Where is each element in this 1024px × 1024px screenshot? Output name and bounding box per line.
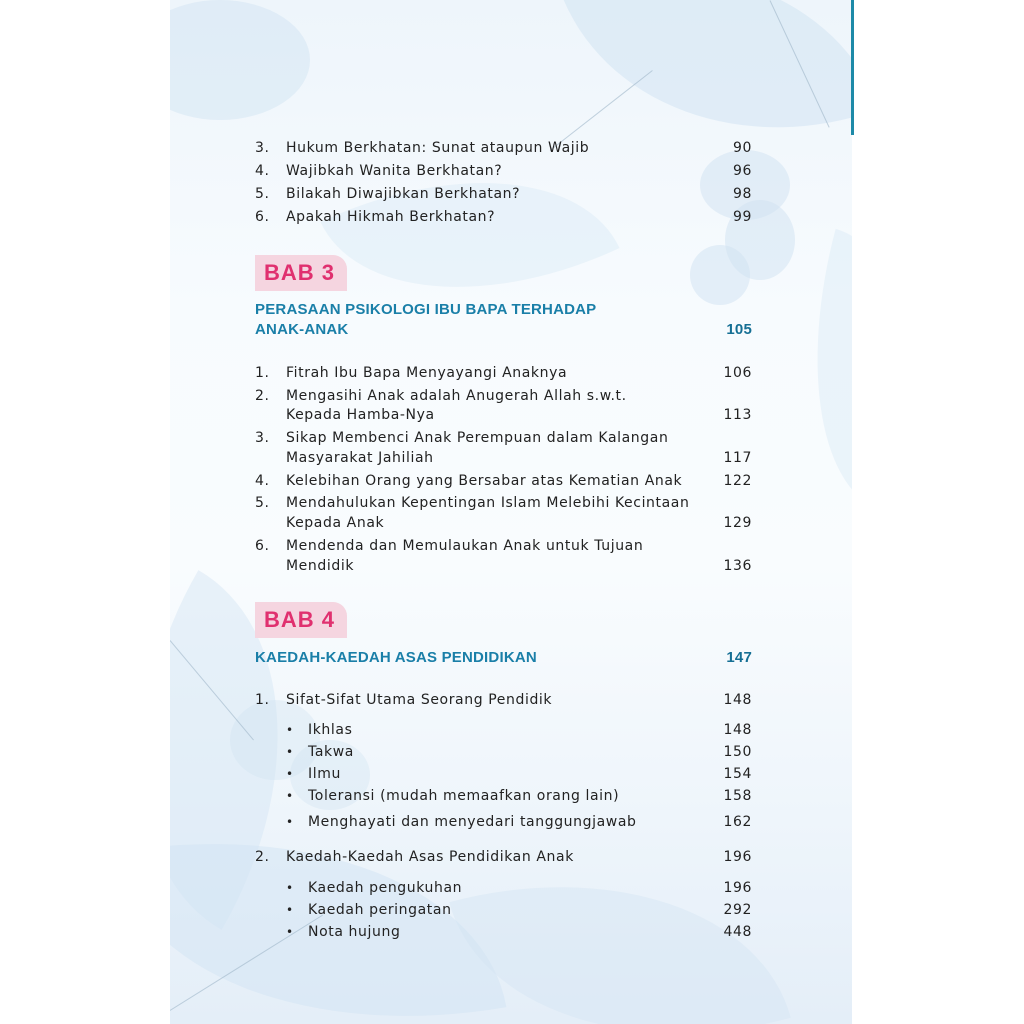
entry-title-cont: Kepada Hamba-Nya (286, 407, 435, 423)
toc-entry[interactable] (255, 493, 752, 533)
entry-page: 148 (723, 692, 752, 708)
entry-title: Fitrah Ibu Bapa Menyayangi Anaknya (286, 365, 568, 381)
entry-number: 1. (255, 365, 270, 381)
entry-title: Mendenda dan Memulaukan Anak untuk Tujuan (286, 538, 644, 554)
subentry-page: 292 (723, 902, 752, 918)
entry-number: 6. (255, 538, 270, 554)
entry-title: Mengasihi Anak adalah Anugerah Allah s.w.t. (286, 388, 627, 404)
toc-entry[interactable] (255, 536, 752, 576)
chapter-badge: BAB 3 (255, 255, 347, 291)
toc-entry[interactable] (255, 386, 752, 426)
entry-title: Mendahulukan Kepentingan Islam Melebihi Kecintaan (286, 495, 690, 511)
subentry-title: Takwa (308, 744, 354, 760)
table-of-contents (170, 0, 852, 1024)
bullet-icon: • (286, 789, 294, 803)
entry-number: 4. (255, 163, 270, 179)
entry-title: Apakah Hikmah Berkhatan? (286, 209, 496, 225)
subentry-title: Menghayati dan menyedari tanggungjawab (308, 814, 637, 830)
bullet-icon: • (286, 903, 294, 917)
entry-title: Hukum Berkhatan: Sunat ataupun Wajib (286, 140, 590, 156)
entry-number: 3. (255, 430, 270, 446)
subentry-title: Ilmu (308, 766, 341, 782)
toc-entry[interactable] (255, 428, 752, 468)
bullet-icon: • (286, 925, 294, 939)
entry-title: Bilakah Diwajibkan Berkhatan? (286, 186, 521, 202)
entry-page: 106 (723, 365, 752, 381)
entry-number: 6. (255, 209, 270, 225)
entry-page: 96 (732, 163, 752, 179)
entry-page: 117 (723, 450, 752, 466)
entry-page: 98 (732, 186, 752, 202)
entry-title: Wajibkah Wanita Berkhatan? (286, 163, 503, 179)
chapter-page: 147 (726, 649, 752, 666)
entry-title-cont: Kepada Anak (286, 515, 385, 531)
entry-number: 2. (255, 388, 270, 404)
subentry-page: 162 (723, 814, 752, 830)
chapter-page: 105 (726, 321, 752, 338)
subentry-title: Toleransi (mudah memaafkan orang lain) (308, 788, 620, 804)
chapter-heading[interactable] (255, 300, 752, 340)
entry-number: 4. (255, 473, 270, 489)
entry-title: Sikap Membenci Anak Perempuan dalam Kalangan (286, 430, 669, 446)
entry-page: 113 (723, 407, 752, 423)
entry-page: 122 (723, 473, 752, 489)
entry-number: 5. (255, 495, 270, 511)
bullet-icon: • (286, 767, 294, 781)
entry-page: 136 (723, 558, 752, 574)
entry-number: 2. (255, 849, 270, 865)
entry-page: 99 (732, 209, 752, 225)
subentry-title: Kaedah pengukuhan (308, 880, 463, 896)
subentry-page: 158 (723, 788, 752, 804)
chapter-title-line2: ANAK-ANAK (255, 321, 349, 338)
book-page (170, 0, 852, 1024)
entry-title: Kaedah-Kaedah Asas Pendidikan Anak (286, 849, 574, 865)
subentry-page: 448 (723, 924, 752, 940)
subentry-page: 148 (723, 722, 752, 738)
bullet-icon: • (286, 815, 294, 829)
entry-title: Kelebihan Orang yang Bersabar atas Kematian Anak (286, 473, 683, 489)
subentry-title: Kaedah peringatan (308, 902, 452, 918)
page-edge-strip (851, 0, 854, 135)
bullet-icon: • (286, 723, 294, 737)
chapter-heading[interactable] (255, 648, 752, 668)
subentry-title: Ikhlas (308, 722, 353, 738)
entry-title: Sifat-Sifat Utama Seorang Pendidik (286, 692, 553, 708)
subentry-page: 196 (723, 880, 752, 896)
entry-title-cont: Masyarakat Jahiliah (286, 450, 434, 466)
subentry-page: 150 (723, 744, 752, 760)
entry-page: 129 (723, 515, 752, 531)
entry-number: 3. (255, 140, 270, 156)
chapter-title-line1: PERASAAN PSIKOLOGI IBU BAPA TERHADAP (255, 301, 597, 318)
entry-page: 196 (723, 849, 752, 865)
entry-page: 90 (732, 140, 752, 156)
subentry-title: Nota hujung (308, 924, 401, 940)
subentry-page: 154 (723, 766, 752, 782)
entry-number: 5. (255, 186, 270, 202)
chapter-badge: BAB 4 (255, 602, 347, 638)
entry-number: 1. (255, 692, 270, 708)
chapter-title: KAEDAH-KAEDAH ASAS PENDIDIKAN (255, 649, 537, 666)
bullet-icon: • (286, 881, 294, 895)
bullet-icon: • (286, 745, 294, 759)
entry-title-cont: Mendidik (286, 558, 355, 574)
